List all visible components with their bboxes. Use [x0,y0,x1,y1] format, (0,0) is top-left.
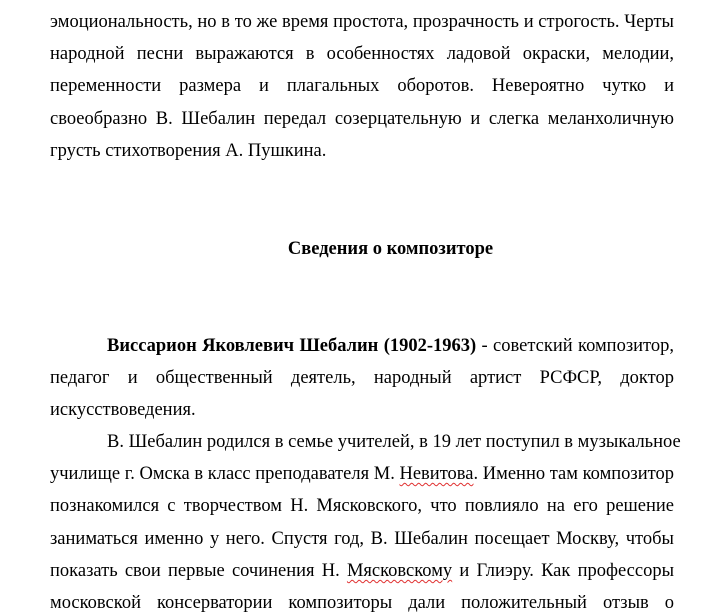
paragraph-line: переменности размера и плагальных оборотов. Невероятно чутко и [50,76,674,97]
paragraph-line: познакомился с творчеством Н. Мясковского, что повлияло на его решение [50,496,674,517]
paragraph-line: педагог и общественный деятель, народный артист РСФСР, доктор [50,368,674,389]
composer-name: Виссарион Яковлевич Шебалин (1902-1963) [107,336,477,356]
paragraph-line: грусть стихотворения А. Пушкина. [50,140,327,161]
section-heading: Сведения о композиторе [287,239,494,259]
paragraph-line [50,330,674,362]
paragraph-line: искусствоведения. [50,400,196,421]
spellcheck-flagged-word[interactable]: Невитова [399,464,474,485]
bio-paragraph [50,330,674,427]
paragraph-line [50,458,674,490]
paragraph-line: московской консерватории композиторы дали положительный отзыв о [50,592,674,613]
text-run: училище г. Омска в класс преподавателя М. [50,464,400,485]
spellcheck-flagged-word[interactable]: Мясковскому [346,560,453,581]
paragraph-line: народной песни выражаются в особенностях ладовой окраски, мелодии, [50,44,674,65]
paragraph-line [50,555,674,587]
text-run: . Именно там композитор [473,464,674,485]
paragraph-line: эмоциональность, но в то же время простота, прозрачность и строгость. Черты [50,12,674,32]
text-run: - советский композитор, [476,336,675,356]
text-run: показать свои первые сочинения Н. [50,560,347,581]
text-run: и Глиэру. Как профессоры [452,560,674,581]
paragraph-line: заниматься именно у него. Спустя год, В. Шебалин посещает Москву, чтобы [50,528,674,549]
paragraph-line: своеобразно В. Шебалин передал созерцательную и слегка меланхоличную [50,108,674,129]
intro-paragraph [50,6,674,167]
paragraph-line: В. Шебалин родился в семье учителей, в 19 лет поступил в музыкальное [107,432,681,452]
career-paragraph [50,426,681,614]
